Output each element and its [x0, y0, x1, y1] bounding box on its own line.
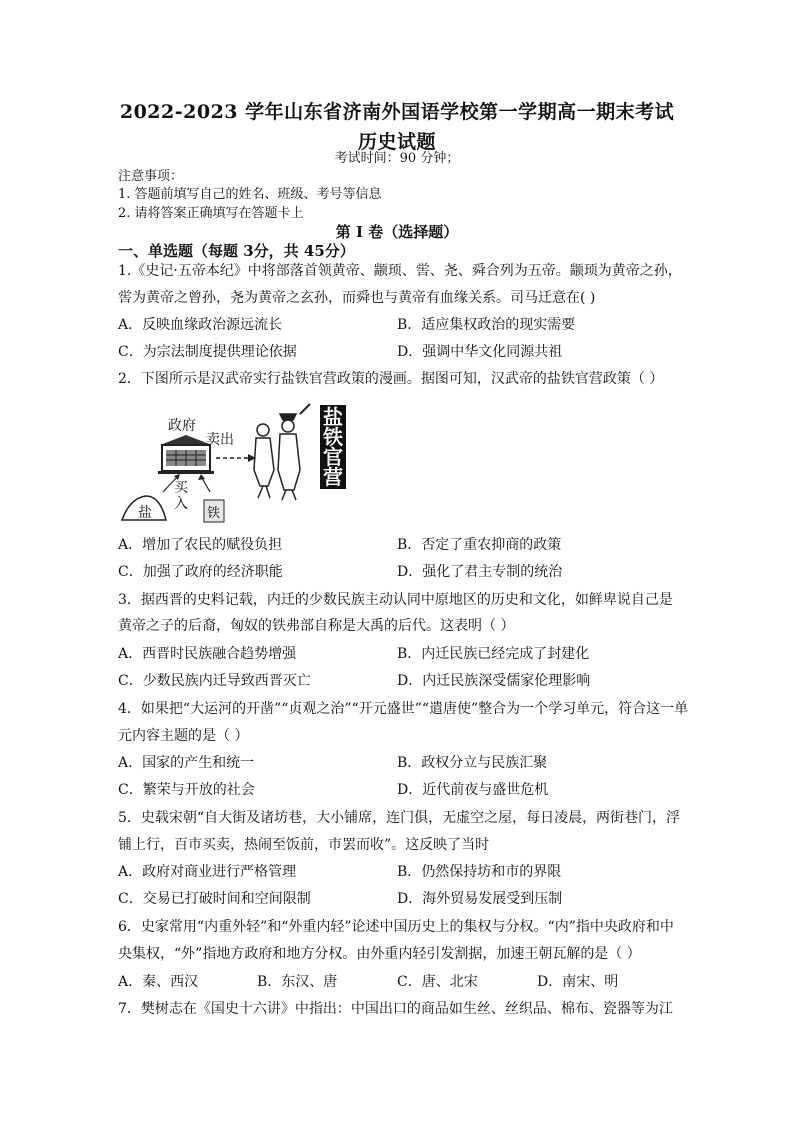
question-text: 元内容主题的是（ ） — [118, 728, 249, 744]
label-government: 政府 — [168, 418, 196, 434]
option-a: A．西晋时民族融合趋势增强 — [118, 646, 297, 662]
exam-title: 2022-2023 学年山东省济南外国语学校第一学期高一期末考试 — [119, 101, 675, 123]
question-text: 7．樊树志在《国史十六讲》中指出：中国出口的商品如生丝、丝织品、棉布、瓷器等为江 — [118, 1001, 673, 1017]
option-b: B．东汉、唐 — [257, 974, 338, 990]
option-d: D．近代前夜与盛世危机 — [397, 782, 549, 798]
option-d: D．强调中华文化同源共祖 — [397, 344, 563, 360]
label-iron: 铁 — [207, 506, 221, 521]
option-c: C．繁荣与开放的社会 — [118, 782, 255, 798]
question-text: 黄帝之子的后裔，匈奴的铁弗部自称是大禹的后代。这表明（ ） — [118, 618, 515, 634]
option-c: C．唐、北宋 — [397, 974, 478, 990]
question-text: 2．下图所示是汉武帝实行盐铁官营政策的漫画。据图可知，汉武帝的盐铁官营政策（ ） — [118, 371, 664, 387]
notice-item: 2. 请将答案正确填写在答题卡上 — [118, 206, 304, 221]
question-text: 央集权，“外”指地方政府和地方分权。由外重内轻引发割据，加速王朝瓦解的是（ ） — [118, 946, 641, 962]
option-c: C．加强了政府的经济职能 — [118, 564, 283, 580]
question-text: 5．史载宋朝“自大街及诸坊巷，大小铺席，连门俱，无虚空之屋，每日凌晨，两街巷门，浮 — [118, 810, 681, 826]
option-a: A．增加了农民的赋役负担 — [118, 537, 283, 553]
section-title: 一、单选题（每题 3分，共 45分） — [118, 242, 355, 260]
question-text: 4．如果把“大运河的开凿”“贞观之治”“开元盛世”“遣唐使”整合为一个学习单元，符合这一单 — [118, 701, 689, 717]
option-a: A．政府对商业进行严格管理 — [118, 864, 297, 880]
option-c: C．少数民族内迁导致西晋灭亡 — [118, 673, 311, 689]
officials-figure-icon — [254, 404, 310, 500]
option-b: B．政权分立与民族汇聚 — [397, 755, 548, 771]
question-text: 3．据西晋的史料记载，内迁的少数民族主动认同中原地区的历史和文化，如鲜卑说自己是 — [118, 592, 673, 608]
exam-time: 考试时间：90 分钟； — [334, 151, 460, 166]
label-sell: 卖出 — [206, 432, 234, 448]
notice-heading: 注意事项： — [118, 169, 184, 184]
option-d: D．海外贸易发展受到压制 — [397, 891, 563, 907]
option-c: C．为宗法制度提供理论依据 — [118, 344, 297, 360]
option-b: B．仍然保持坊和市的界限 — [397, 864, 562, 880]
label-buy: 买 — [174, 480, 188, 496]
label-salt: 盐 — [138, 505, 152, 521]
option-d: D．南宋、明 — [537, 974, 619, 990]
option-b: B．否定了重农抑商的政策 — [397, 537, 562, 553]
option-b: B．内迁民族已经完成了封建化 — [397, 646, 590, 662]
option-a: A．国家的产生和统一 — [118, 755, 255, 771]
label-enter: 入 — [174, 496, 188, 512]
option-c: C．交易已打破时间和空间限制 — [118, 891, 311, 907]
option-d: D．内迁民族深受儒家伦理影响 — [397, 673, 591, 689]
option-b: B．适应集权政治的现实需要 — [397, 317, 576, 333]
exam-subject: 历史试题 — [357, 131, 436, 153]
option-a: A．反映血缘政治源远流长 — [118, 317, 283, 333]
question-text: 喾为黄帝之曾孙，尧为黄帝之玄孙，而舜也与黄帝有血缘关系。司马迁意在( ) — [118, 290, 596, 306]
question-text: 1.《史记·五帝本纪》中将部落首领黄帝、颛顼、喾、尧、舜合列为五帝。颛顼为黄帝之孙， — [118, 263, 682, 279]
option-d: D．强化了君主专制的统治 — [397, 564, 563, 580]
salt-iron-slogan: 盐 铁 官 营 — [320, 405, 346, 489]
notice-item: 1. 答题前填写自己的姓名、班级、考号等信息 — [118, 187, 382, 202]
question-text: 6．史家常用“内重外轻”和“外重内轻”论述中国历史上的集权与分权。“内”指中央政府和中 — [118, 919, 674, 935]
part-title: 第 I 卷（选择题） — [335, 223, 459, 241]
option-a: A．秦、西汉 — [118, 974, 199, 990]
question-text: 铺上行，百市买卖，热闹至饭前，市罢而收”。这反映了当时 — [118, 837, 490, 853]
